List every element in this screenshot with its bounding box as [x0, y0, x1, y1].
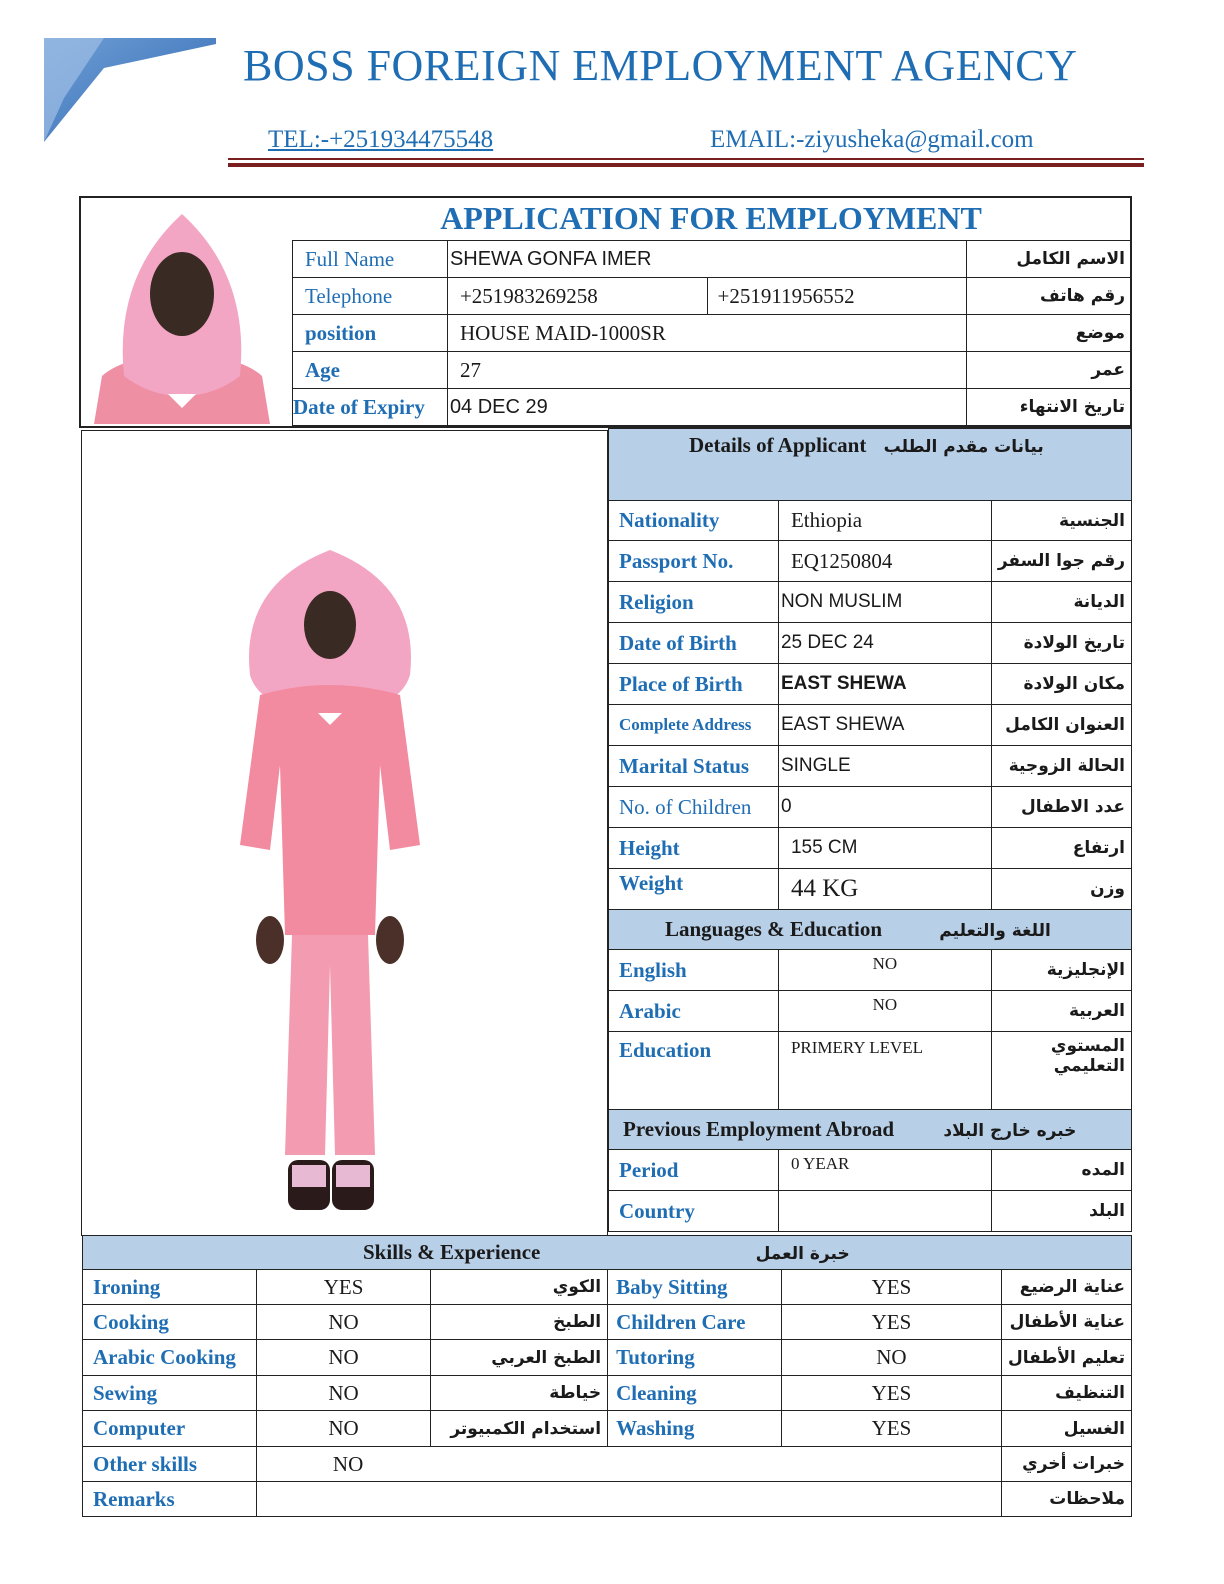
religion-ar: الديانة	[991, 582, 1131, 623]
position-label: position	[293, 315, 448, 352]
skill-right-value: NO	[781, 1340, 1001, 1376]
weight-ar: وزن	[991, 869, 1131, 910]
skill-right-value: YES	[781, 1376, 1001, 1411]
skill-right-label: Baby Sitting	[608, 1270, 782, 1305]
skill-right-label: Children Care	[608, 1305, 782, 1340]
agency-name: BOSS FOREIGN EMPLOYMENT AGENCY	[243, 41, 1078, 90]
header-divider	[228, 158, 1144, 160]
skill-right-value: YES	[781, 1305, 1001, 1340]
nationality-value: Ethiopia	[778, 501, 991, 541]
education-ar: المستوي التعليمي	[991, 1032, 1131, 1110]
details-header-ar: بيانات مقدم الطلب	[883, 437, 1044, 457]
details-header-en: Details of Applicant	[689, 433, 867, 457]
height-value: 155 CM	[778, 828, 991, 869]
age-value: 27	[447, 352, 966, 389]
dob-label: Date of Birth	[609, 623, 779, 664]
country-ar: البلد	[991, 1191, 1131, 1232]
skill-right-label: Washing	[608, 1411, 782, 1447]
detail-row	[609, 746, 1132, 787]
children-value: 0	[778, 787, 991, 828]
skill-left-ar: الطبخ العربي	[431, 1340, 608, 1376]
details-header-row	[609, 429, 1132, 501]
skill-right-ar: عناية الأطفال	[1001, 1305, 1131, 1340]
skill-left-value: NO	[256, 1411, 430, 1447]
skill-right-value: YES	[781, 1270, 1001, 1305]
skill-row	[83, 1270, 1132, 1305]
expiry-value: 04 DEC 29	[447, 389, 966, 426]
skill-left-ar: الطبخ	[431, 1305, 608, 1340]
full-name-value: SHEWA GONFA IMER	[447, 241, 966, 278]
previous-header	[609, 1110, 1132, 1150]
country-label: Country	[609, 1191, 779, 1232]
height-label: Height	[609, 828, 779, 869]
age-ar: عمر	[967, 352, 1132, 389]
top-info-table	[292, 240, 1132, 426]
arabic-label: Arabic	[609, 991, 779, 1032]
other-skills-value: NO	[256, 1447, 1001, 1482]
age-label: Age	[293, 352, 448, 389]
period-ar: المده	[991, 1150, 1131, 1191]
remarks-row	[83, 1482, 1132, 1517]
previous-row	[609, 1150, 1132, 1191]
skill-right-ar: التنظيف	[1001, 1376, 1131, 1411]
country-value	[778, 1191, 991, 1232]
skill-left-ar: استخدام الكمبيوتر	[431, 1411, 608, 1447]
applicant-portrait-photo	[84, 206, 280, 424]
details-table	[608, 428, 1132, 1232]
detail-row	[609, 501, 1132, 541]
pob-ar: مكان الولادة	[991, 664, 1131, 705]
skill-right-ar: الغسيل	[1001, 1411, 1131, 1447]
header-divider-thick	[228, 163, 1144, 167]
languages-header-en: Languages & Education	[665, 917, 883, 941]
education-label: Education	[609, 1032, 779, 1110]
arabic-ar: العربية	[991, 991, 1131, 1032]
skill-left-ar: خياطة	[431, 1376, 608, 1411]
skill-left-value: YES	[256, 1270, 430, 1305]
skill-right-ar: عناية الرضيع	[1001, 1270, 1131, 1305]
skill-row	[83, 1411, 1132, 1447]
skills-table	[82, 1235, 1132, 1517]
full-name-label: Full Name	[293, 241, 448, 278]
children-label: No. of Children	[609, 787, 779, 828]
other-skills-ar: خبرات أخري	[1001, 1447, 1131, 1482]
arabic-value: NO	[778, 991, 991, 1032]
other-skills-row	[83, 1447, 1132, 1482]
full-name-ar: الاسم الكامل	[967, 241, 1132, 278]
remarks-ar: ملاحظات	[1001, 1482, 1131, 1517]
skill-right-value: YES	[781, 1411, 1001, 1447]
weight-label: Weight	[609, 869, 779, 910]
height-ar: ارتفاع	[991, 828, 1131, 869]
skill-left-label: Sewing	[83, 1376, 257, 1411]
other-skills-label: Other skills	[83, 1447, 257, 1482]
position-ar: موضع	[967, 315, 1132, 352]
telephone-row	[293, 278, 1132, 315]
address-ar: العنوان الكامل	[991, 705, 1131, 746]
skill-left-label: Arabic Cooking	[83, 1340, 257, 1376]
previous-header-en: Previous Employment Abroad	[623, 1117, 895, 1141]
skill-left-label: Ironing	[83, 1270, 257, 1305]
details-header	[609, 429, 1132, 501]
address-label: Complete Address	[609, 705, 779, 746]
detail-row	[609, 787, 1132, 828]
detail-row	[609, 582, 1132, 623]
skills-header-row	[83, 1236, 1132, 1270]
detail-row	[609, 664, 1132, 705]
language-row	[609, 991, 1132, 1032]
skill-right-label: Cleaning	[608, 1376, 782, 1411]
agency-logo	[44, 38, 216, 142]
english-ar: الإنجليزية	[991, 950, 1131, 991]
skill-row	[83, 1305, 1132, 1340]
remarks-value	[256, 1482, 1001, 1517]
languages-header	[609, 910, 1132, 950]
marital-value: SINGLE	[778, 746, 991, 787]
detail-row	[609, 705, 1132, 746]
period-value: 0 YEAR	[778, 1150, 991, 1191]
pob-label: Place of Birth	[609, 664, 779, 705]
skill-left-value: NO	[256, 1305, 430, 1340]
previous-header-ar: خبره خارج البلاد	[943, 1121, 1077, 1141]
full-name-row	[293, 241, 1132, 278]
expiry-label: Date of Expiry	[293, 389, 448, 426]
religion-value: NON MUSLIM	[778, 582, 991, 623]
address-value: EAST SHEWA	[778, 705, 991, 746]
skills-header	[83, 1236, 1132, 1270]
remarks-label: Remarks	[83, 1482, 257, 1517]
skill-row	[83, 1376, 1132, 1411]
skill-left-ar: الكوي	[431, 1270, 608, 1305]
expiry-row	[293, 389, 1132, 426]
skills-header-ar: خبرة العمل	[755, 1244, 850, 1264]
telephone-value-2: +251911956552	[707, 278, 967, 315]
detail-row	[609, 869, 1132, 910]
form-title: APPLICATION FOR EMPLOYMENT	[440, 200, 982, 236]
marital-ar: الحالة الزوجية	[991, 746, 1131, 787]
previous-row	[609, 1191, 1132, 1232]
passport-label: Passport No.	[609, 541, 779, 582]
previous-header-row	[609, 1110, 1132, 1150]
position-row	[293, 315, 1132, 352]
english-label: English	[609, 950, 779, 991]
dob-ar: تاريخ الولادة	[991, 623, 1131, 664]
passport-ar: رقم جوا السفر	[991, 541, 1131, 582]
education-value: PRIMERY LEVEL	[778, 1032, 991, 1110]
telephone-ar: رقم هاتف	[967, 278, 1132, 315]
passport-value: EQ1250804	[778, 541, 991, 582]
skill-left-label: Computer	[83, 1411, 257, 1447]
languages-header-ar: اللغة والتعليم	[939, 921, 1051, 941]
pob-value: EAST SHEWA	[778, 664, 991, 705]
detail-row	[609, 541, 1132, 582]
period-label: Period	[609, 1150, 779, 1191]
expiry-ar: تاريخ الانتهاء	[967, 389, 1132, 426]
skill-left-label: Cooking	[83, 1305, 257, 1340]
agency-telephone[interactable]: TEL:-+251934475548	[268, 126, 494, 153]
skill-row	[83, 1340, 1132, 1376]
weight-value: 44 KG	[778, 869, 991, 910]
skill-right-label: Tutoring	[608, 1340, 782, 1376]
applicant-full-body-photo	[230, 545, 430, 1220]
detail-row	[609, 623, 1132, 664]
telephone-value-1: +251983269258	[447, 278, 707, 315]
nationality-label: Nationality	[609, 501, 779, 541]
education-row	[609, 1032, 1132, 1110]
dob-value: 25 DEC 24	[778, 623, 991, 664]
detail-row	[609, 828, 1132, 869]
religion-label: Religion	[609, 582, 779, 623]
skill-right-ar: تعليم الأطفال	[1001, 1340, 1131, 1376]
telephone-label: Telephone	[293, 278, 448, 315]
skill-left-value: NO	[256, 1376, 430, 1411]
skills-header-en: Skills & Experience	[363, 1240, 541, 1264]
age-row	[293, 352, 1132, 389]
position-value: HOUSE MAID-1000SR	[447, 315, 966, 352]
agency-email[interactable]: EMAIL:-ziyusheka@gmail.com	[710, 126, 1034, 153]
skill-left-value: NO	[256, 1340, 430, 1376]
languages-header-row	[609, 910, 1132, 950]
language-row	[609, 950, 1132, 991]
nationality-ar: الجنسية	[991, 501, 1131, 541]
marital-label: Marital Status	[609, 746, 779, 787]
children-ar: عدد الاطفال	[991, 787, 1131, 828]
english-value: NO	[778, 950, 991, 991]
